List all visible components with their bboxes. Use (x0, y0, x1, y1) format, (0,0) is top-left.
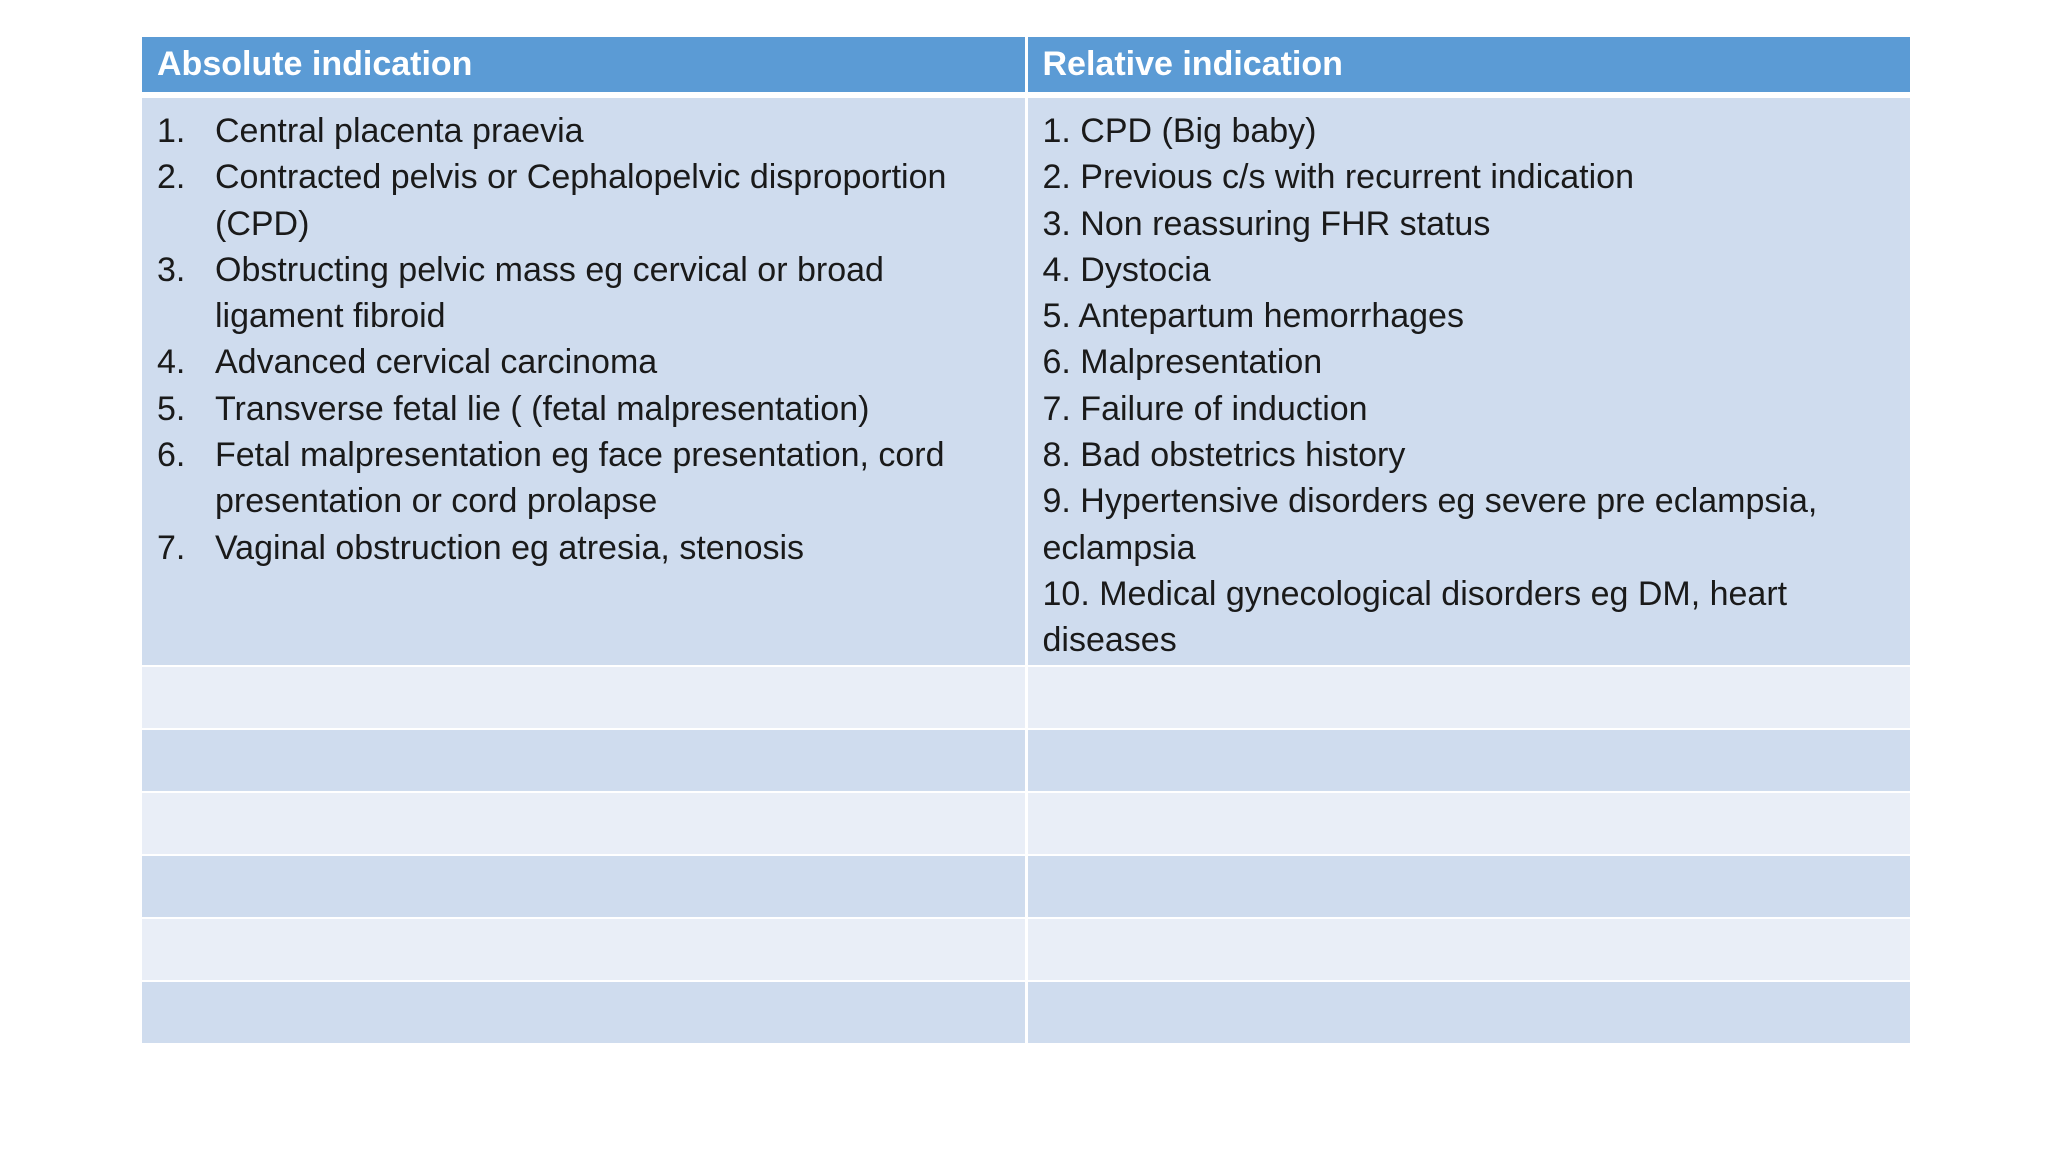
empty-cell (1026, 918, 1910, 981)
list-item-number: 5. (157, 389, 186, 428)
absolute-indication-cell (142, 95, 1026, 666)
table-row (142, 666, 1910, 729)
list-item (157, 154, 1025, 247)
list-item: 8. Bad obstetrics history (1042, 436, 1406, 475)
list-item: 6. Malpresentation (1042, 343, 1323, 382)
empty-cell (1026, 855, 1910, 918)
empty-cell (1026, 792, 1910, 855)
relative-indication-list (1028, 108, 1911, 664)
empty-cell (142, 666, 1026, 729)
empty-cell (1026, 981, 1910, 1044)
absolute-indication-list (142, 108, 1025, 571)
empty-cell (142, 729, 1026, 792)
list-item-number: 2. (157, 158, 186, 197)
header-absolute-indication: Absolute indication (142, 37, 1026, 95)
table-header-row (142, 37, 1910, 95)
empty-cell (1026, 666, 1910, 729)
list-item: 10. Medical gynecological disorders eg DM, heart diseases (1042, 574, 1788, 660)
list-item (157, 386, 1025, 432)
table-row (142, 95, 1910, 666)
relative-indication-cell (1026, 95, 1910, 666)
list-item: 1. CPD (Big baby) (1042, 112, 1317, 150)
list-item (157, 525, 1025, 571)
list-item-text: Contracted pelvis or Cephalopelvic disproportion (CPD) (215, 158, 947, 243)
list-item (157, 432, 1025, 525)
list-item (157, 108, 1025, 154)
list-item-text: Advanced cervical carcinoma (215, 343, 658, 382)
list-item-text: Transverse fetal lie ( (fetal malpresentation) (215, 389, 870, 428)
list-item: 5. Antepartum hemorrhages (1042, 297, 1464, 336)
table-row (142, 981, 1910, 1044)
empty-cell (142, 981, 1026, 1044)
list-item: 9. Hypertensive disorders eg severe pre eclampsia, eclampsia (1042, 482, 1818, 567)
empty-cell (1026, 729, 1910, 792)
table-row (142, 855, 1910, 918)
list-item-text: Fetal malpresentation eg face presentation, cord presentation or cord prolapse (215, 436, 945, 521)
indications-table (142, 37, 1910, 1045)
list-item: 7. Failure of induction (1042, 389, 1368, 428)
list-item: 4. Dystocia (1042, 250, 1211, 289)
table-row (142, 918, 1910, 981)
list-item-number: 3. (157, 250, 186, 289)
empty-cell (142, 918, 1026, 981)
list-item-number: 6. (157, 436, 186, 475)
header-relative-indication: Relative indication (1026, 37, 1910, 95)
empty-cell (142, 792, 1026, 855)
list-item (157, 339, 1025, 385)
list-item (157, 247, 1025, 340)
empty-cell (142, 855, 1026, 918)
table-row (142, 729, 1910, 792)
list-item-text: Obstructing pelvic mass eg cervical or broad ligament fibroid (215, 250, 884, 336)
list-item-text: Vaginal obstruction eg atresia, stenosis (215, 528, 805, 567)
list-item: 3. Non reassuring FHR status (1042, 204, 1491, 243)
list-item-number: 1. (157, 112, 186, 150)
list-item: 2. Previous c/s with recurrent indication (1042, 158, 1634, 197)
list-item-number: 4. (157, 343, 186, 382)
table-row (142, 792, 1910, 855)
list-item-text: Central placenta praevia (215, 112, 584, 150)
list-item-number: 7. (157, 528, 186, 567)
